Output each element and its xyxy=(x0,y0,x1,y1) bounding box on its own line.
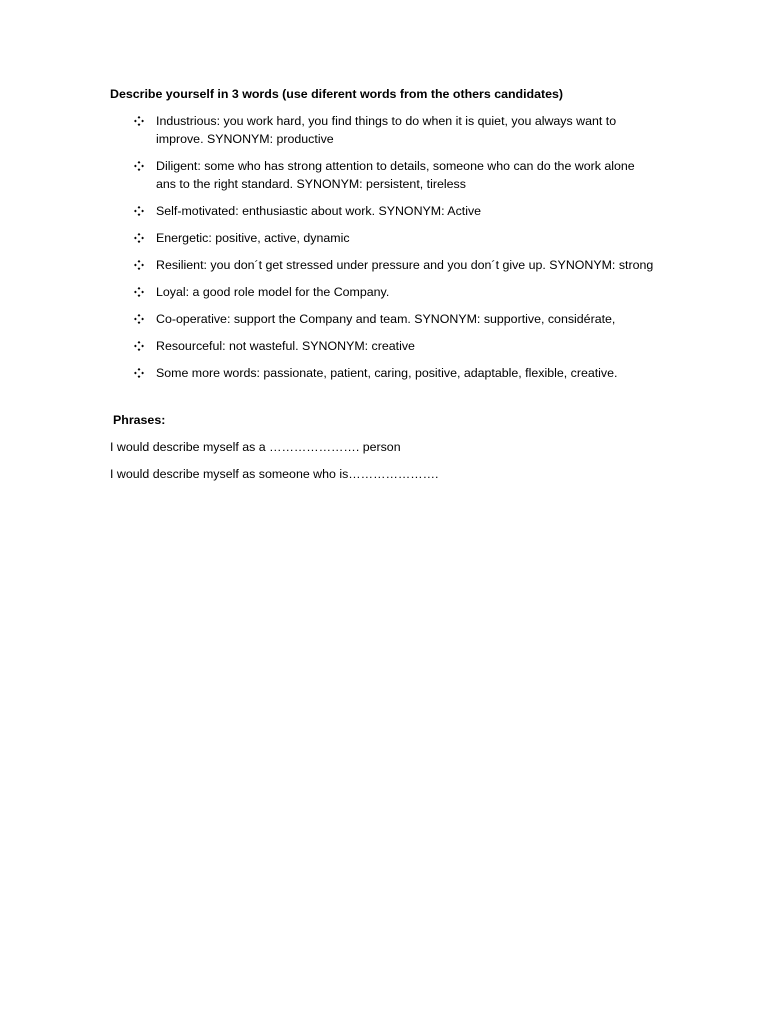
word-list xyxy=(110,112,655,382)
list-item xyxy=(110,229,655,247)
list-item xyxy=(110,256,655,274)
list-item xyxy=(110,157,655,193)
list-item xyxy=(110,337,655,355)
list-item-text: Resourceful: not wasteful. SYNONYM: creative xyxy=(156,339,415,353)
list-item-text: Diligent: some who has strong attention to details, someone who can do the work alone ans to the right standard. SYNONYM: persistent, tireless xyxy=(156,159,635,191)
section-heading: Describe yourself in 3 words (use diferent words from the others candidates) xyxy=(110,87,564,101)
list-item-text: Energetic: positive, active, dynamic xyxy=(156,231,350,245)
list-item xyxy=(110,112,655,148)
list-item xyxy=(110,283,655,301)
four-diamond-bullet-icon xyxy=(133,256,145,274)
list-item-text: Self-motivated: enthusiastic about work. SYNONYM: Active xyxy=(156,204,482,218)
four-diamond-bullet-icon xyxy=(133,310,145,328)
four-diamond-bullet-icon xyxy=(133,202,145,220)
four-diamond-bullet-icon xyxy=(133,364,145,382)
phrases-heading: Phrases: xyxy=(113,413,166,427)
list-item xyxy=(110,364,655,382)
phrase-line: I would describe myself as a …………………. person xyxy=(110,440,401,454)
four-diamond-bullet-icon xyxy=(133,112,145,130)
four-diamond-bullet-icon xyxy=(133,229,145,247)
four-diamond-bullet-icon xyxy=(133,157,145,175)
list-item-text: Industrious: you work hard, you find things to do when it is quiet, you always want to improve. SYNONYM: productive xyxy=(156,114,617,146)
four-diamond-bullet-icon xyxy=(133,337,145,355)
list-item-text: Co-operative: support the Company and team. SYNONYM: supportive, considérate, xyxy=(156,312,616,326)
list-item xyxy=(110,310,655,328)
list-item-text: Resilient: you don´t get stressed under pressure and you don´t give up. SYNONYM: strong xyxy=(156,258,654,272)
four-diamond-bullet-icon xyxy=(133,283,145,301)
list-item-text: Loyal: a good role model for the Company. xyxy=(156,285,390,299)
phrase-line: I would describe myself as someone who is…………………. xyxy=(110,467,439,481)
list-item xyxy=(110,202,655,220)
list-item-text: Some more words: passionate, patient, caring, positive, adaptable, flexible, creative. xyxy=(156,366,618,380)
document-body xyxy=(110,85,655,492)
